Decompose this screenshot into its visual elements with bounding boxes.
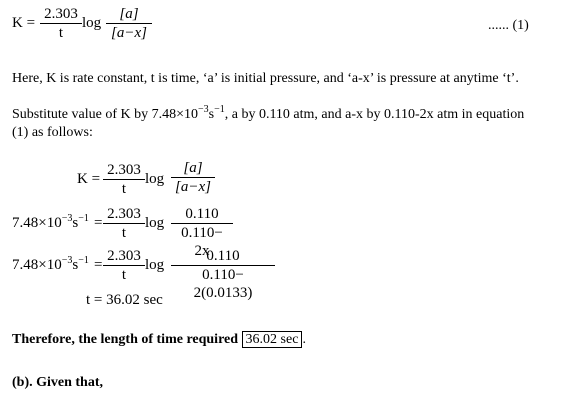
step1-denominator: t [121,181,127,197]
step4-result: t = 36.02 sec [86,292,163,308]
step3-log-denominator: 0.110− 2(0.0133) [193,267,253,301]
step2-lhs-exp1: −3 [61,213,73,224]
step2-log: log [145,215,165,231]
step2-lhs-unit: s [72,215,79,231]
step2-lhs-exp2: −1 [78,213,89,224]
step1-log: log [145,171,165,187]
step1-log-numerator: [a] [183,160,203,176]
eq1-denominator: t [58,25,64,41]
step3-log-numerator: 0.110 [206,248,240,264]
eq1-fraction [40,5,82,42]
step3-denominator: t [121,267,127,283]
eq1-log-fraction [106,5,152,42]
step3-lhs-base: 7.48×10 [12,257,62,273]
answer-box: 36.02 sec [242,331,303,348]
conclusion-period: . [302,332,306,347]
eq1-log: log [82,15,102,31]
eq1-log-denominator: [a−x] [111,25,147,41]
step3-log-fraction [171,247,275,302]
step2-log-denominator: 0.110− 2x [181,225,223,259]
step1-log-denominator: [a−x] [175,179,211,195]
substitution-paragraph-line2: (1) as follows: [12,125,93,140]
conclusion-text: Therefore, the length of time required [12,332,239,347]
step2-denominator: t [121,225,127,241]
step3-lhs-exp1: −3 [61,255,73,266]
conclusion [12,331,306,349]
step3-lhs-exp2: −1 [78,255,89,266]
para2-part-c: , a by 0.110 atm, and a-x by 0.110-2x atm in equation [224,107,525,122]
step1-k: K = [77,171,101,187]
part-b-heading: (b). Given that, [12,375,103,390]
step3-lhs [12,256,89,274]
para2-part-b: s [208,107,215,122]
step2-numerator: 2.303 [107,206,141,222]
equation-label: ...... (1) [488,18,529,33]
para2-part-a: Substitute value of K by 7.48×10 [12,107,198,122]
step2-log-numerator: 0.110 [185,206,219,222]
para2-exp2: −1 [214,104,225,115]
substitution-paragraph [12,106,524,124]
definitions-paragraph: Here, K is rate constant, t is time, ‘a’ is initial pressure, and ‘a-x’ is pressure at anytime ‘t’. [12,71,519,86]
eq1-numerator: 2.303 [44,6,78,22]
step3-numerator: 2.303 [107,248,141,264]
step3-lhs-unit: s [72,257,79,273]
step3-log: log [145,257,165,273]
step2-lhs [12,214,89,232]
step3-equals: = [94,257,103,273]
eq1-log-numerator: [a] [119,6,139,22]
step1-log-fraction [171,159,215,196]
para2-exp1: −3 [198,104,209,115]
step2-lhs-base: 7.48×10 [12,215,62,231]
step3-fraction [103,247,145,284]
step1-fraction [103,161,145,198]
step1-numerator: 2.303 [107,162,141,178]
step2-equals: = [94,215,103,231]
eq1-k: K = [12,15,36,31]
step2-fraction [103,205,145,242]
